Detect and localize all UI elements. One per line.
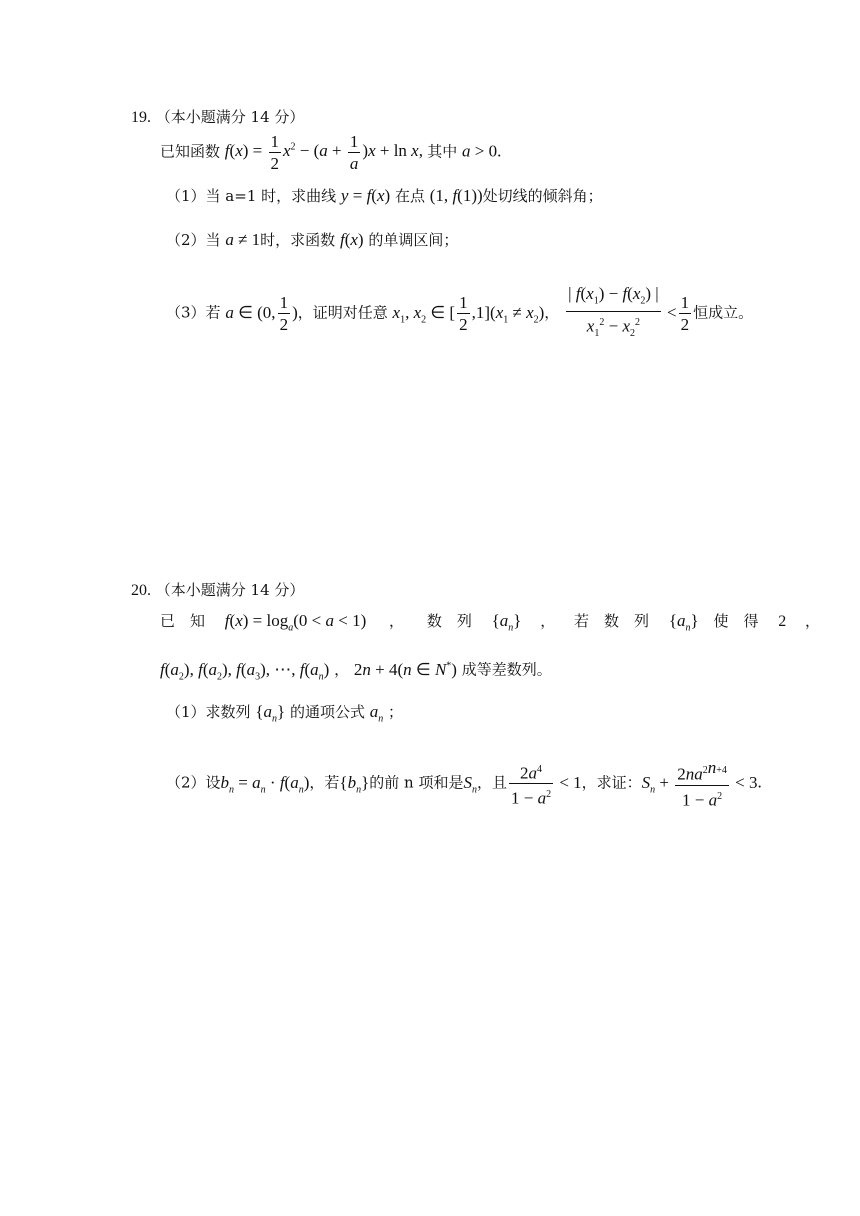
part-2-prefix: （2）当 [166,231,221,249]
part-3-mid: ，证明对任意 [297,303,388,322]
p20-part-2-prefix: （2）设 [166,773,221,792]
inequality-to-prove-20: $S_n$ + $\frac{2na^{2n+4}}{1 - a^2}$ < 3 [641,758,758,810]
line1-comma-1: ， [389,612,405,630]
intro-prefix: 已知函数 [160,142,221,161]
p20-part-2-mid3: ，且 [476,773,507,792]
log-definition: $f(x) = \log_a(0 < a < 1)$ [224,611,367,634]
tangent-point: (1, f(1)) [429,186,483,205]
line1-such-that: 使得 [713,612,774,630]
p20-part-1-prefix: （1）求数列 [166,703,251,721]
sequence-terms: $f(a_2)$, $f(a_2)$, $f(a_3)$, ⋯, $f(a_n)$ [160,659,330,683]
problem-20-header [131,580,304,601]
line1-if-sequence: 若数列 [574,612,665,630]
problem-19-part-2 [166,230,458,250]
problem-19-part-1 [166,186,603,206]
p20-part-1-end: ； [388,703,404,721]
sequence-bn: $\{b_n\}$ [339,772,370,795]
last-term: 2n + 4(n ∈ N*) [353,659,457,679]
problem-20-part-1 [166,702,403,729]
line2-comma: ， [334,660,350,679]
problem-19-number: 19. [131,109,151,126]
curve-equation: y = f(x) [340,186,391,205]
problem-20-score-note: （本小题满分 14 分） [155,581,305,599]
line1-known: 已知 [160,612,221,630]
function-ref: f(x) [339,230,364,249]
given-inequality: $\frac{2a^4}{1 - a^2}$ < 1 [507,773,582,792]
part-1-prefix: （1）当 a=1 时，求曲线 [166,187,337,205]
problem-20-part-2 [166,757,762,810]
bn-definition: $b_n = a_n \cdot f(a_n)$ [220,772,310,795]
condition-a-not-one: a ≠ 1 [225,230,261,249]
p20-part-2-mid4: ，求证： [581,773,642,792]
inequality-to-prove: $\frac{| f(x_1) - f(x_2) |}{x_1^2 - x_2^2}$ < $\frac{1}{2}$ [568,284,690,340]
p20-part-1-suffix: 的通项公式 [289,703,365,721]
problem-20-number: 20. [131,582,151,599]
line1-sequence: 数列 [426,612,487,630]
part-2-mid: 时，求函数 [260,231,336,249]
part-1-suffix: 处切线的倾斜角； [482,187,603,205]
a-range: a ∈ (0, $\frac{1}{2}$ ) [225,293,298,335]
function-definition: f(x) = $\frac{1}{2}$ $x^2 - (a$ + $\frac{1}{a}$ )x + ln x, [224,132,428,173]
line1-comma-3: ， [805,612,821,630]
line1-two: 2 [778,613,787,630]
problem-19-intro [160,131,501,174]
sequence-an-3: $\{a_n\}$ [255,702,286,725]
line1-comma-2: ， [540,612,556,630]
problem-19-part-3: （3）若 a ∈ (0, $\frac{1}{2}$ )，证明对任意 $x_1$, $x_2$ ∈ [ $\frac{1}{2}$ $,1](x_1 \ne x_2)$， $\frac{| f(x_1) - f(x_2) |}{x_1^2 - x_2^2}$ < $\frac{1}{2}$ 恒成立。 [166,284,754,340]
part-1-mid: 在点 [394,187,425,205]
part-3-suffix: 恒成立。 [693,303,754,322]
problem-20-line-1 [160,611,820,638]
problem-19-header [131,107,304,128]
x-domain: $x_1$, $x_2$ ∈ [ $\frac{1}{2}$ $,1](x_1 \ne x_2)$ [392,293,545,335]
problem-20-line-2 [160,656,552,687]
part-2-suffix: 的单调区间； [368,231,459,249]
part-3-prefix: （3）若 [166,303,221,322]
condition-a-positive: a > 0. [462,141,502,161]
intro-suffix: 其中 [427,142,458,161]
sequence-an-2: $\{a_n\}$ [668,611,699,634]
p20-part-2-mid2: 的前 n 项和是 [369,773,464,792]
line2-suffix: 成等差数列。 [461,660,552,679]
problem-19-score-note: （本小题满分 14 分） [155,108,305,126]
p20-part-2-end: . [757,772,762,792]
sequence-an: $\{a_n\}$ [491,611,522,634]
p20-part-2-mid1: ，若 [309,773,340,792]
sum-sn: $S_n$ [463,772,477,795]
general-term: $a_n$ [369,702,384,725]
